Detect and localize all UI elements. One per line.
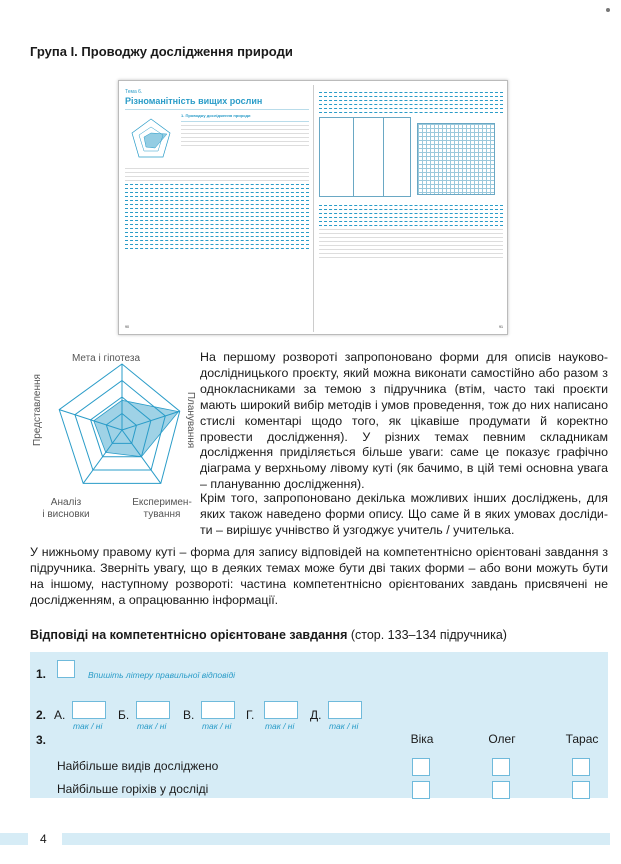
q2-hint: так / ні — [265, 721, 295, 731]
q3-row-label: Найбільше видів досліджено — [57, 759, 219, 773]
q3-row-label: Найбільше горіхів у досліді — [57, 782, 209, 796]
q3-checkbox[interactable] — [412, 781, 430, 799]
q3-checkbox[interactable] — [492, 781, 510, 799]
page-number: 4 — [40, 832, 47, 846]
answers-title-bold: Відповіді на компетентнісно орієнтоване завдання — [30, 628, 348, 642]
spread-left-page-num: 90 — [125, 324, 129, 329]
q2-option-label: Д. — [310, 708, 322, 722]
mini-grid — [417, 123, 495, 195]
mini-radar-icon — [125, 113, 177, 165]
corner-dot — [606, 8, 610, 12]
radar-axis-label: Аналіз — [50, 497, 82, 508]
group-title: Група І. Проводжу дослідження природи — [30, 44, 293, 59]
q2-option-label: Г. — [246, 708, 255, 722]
answers-title-pages: (стор. 133–134 підручника) — [347, 628, 507, 642]
radar-axis-label: Представлення — [32, 374, 43, 446]
answers-title — [30, 628, 507, 642]
workbook-spread-image — [118, 80, 508, 335]
paragraph-2: Крім того, запропоновано декілька можливих інших досліджень, для яких також наведено форми опису. Що саме й в яких умовах дослідити – вирішує учнівство й узгоджує учитель / учителька. — [200, 491, 608, 537]
q3-column-header: Віка — [410, 732, 434, 746]
spread-right-page-num: 91 — [499, 324, 503, 329]
paragraph-3: У нижньому правому куті – форма для запису відповідей на компетентнісно орієнтовані завдання з підручника. Зверніть увагу, що в деяких темах може бути дві таких форми – або вони можуть бути на іншому, наступному розвороті: частина компетентнісно орієнтованих завдань присвячені не дослідженням, а опрацюванню інформації. — [30, 545, 608, 607]
paragraph-1: На першому розвороті запропоновано форми для описів науково-дослідницького проєкту, який можна виконати самостійно або разом з однокласниками за темою з підручника (втім, часто такі проєкти мають широкий вибір методів і умов проведення, тож до них написано стислі коментарі щодо того, як цікавіше продумати й коректно провести дослідження). У різних темах певним складникам дослідження приділяється більше уваги: саме це показує графічно діаграма у верхньому лівому куті (як бачимо, в цій темі основна увага – плануванню дослідження). — [200, 350, 608, 492]
q2-option-label: А. — [54, 708, 66, 722]
q2-hint: так / ні — [329, 721, 359, 731]
spread-topic: Різноманітність вищих рослин — [125, 96, 263, 106]
q2-hint: так / ні — [137, 721, 167, 731]
mini-table — [319, 117, 411, 197]
q3-checkbox[interactable] — [572, 781, 590, 799]
q2-answer-box[interactable] — [136, 701, 170, 719]
q2-hint: так / ні — [202, 721, 232, 731]
radar-axis-label: і висновки — [42, 509, 90, 520]
q1-answer-box[interactable] — [57, 660, 75, 678]
spread-fold — [313, 85, 314, 332]
q2-option-label: Б. — [118, 708, 130, 722]
q2-answer-box[interactable] — [328, 701, 362, 719]
q3-checkbox[interactable] — [492, 758, 510, 776]
spread-left-page — [125, 89, 309, 329]
answers-form — [30, 652, 608, 798]
radar-diagram — [28, 350, 200, 522]
q3-checkbox[interactable] — [572, 758, 590, 776]
spread-tema: Тема 6. — [125, 89, 143, 95]
q3-column-header: Олег — [488, 732, 516, 746]
radar-axis-label: Експеримен- — [132, 497, 192, 508]
q2-answer-box[interactable] — [264, 701, 298, 719]
spread-right-page — [319, 89, 503, 329]
footer-bar-right — [62, 833, 610, 845]
q2-hint: так / ні — [73, 721, 103, 731]
radar-axis-label: Планування — [185, 391, 196, 449]
q3-checkbox[interactable] — [412, 758, 430, 776]
footer-bar-left — [0, 833, 28, 845]
q1-number: 1. — [36, 667, 47, 681]
q2-answer-box[interactable] — [201, 701, 235, 719]
radar-axis-label: Мета і гіпотеза — [71, 353, 141, 364]
spread-section: 1. Проводжу дослідження природи — [181, 113, 251, 118]
q1-hint: Впишіть літеру правильної відповіді — [88, 670, 236, 680]
radar-axis-label: тування — [143, 509, 181, 520]
q2-option-label: В. — [183, 708, 195, 722]
q2-answer-box[interactable] — [72, 701, 106, 719]
q3-number: 3. — [36, 733, 47, 747]
q2-number: 2. — [36, 708, 47, 722]
q3-column-header: Тарас — [565, 732, 599, 746]
